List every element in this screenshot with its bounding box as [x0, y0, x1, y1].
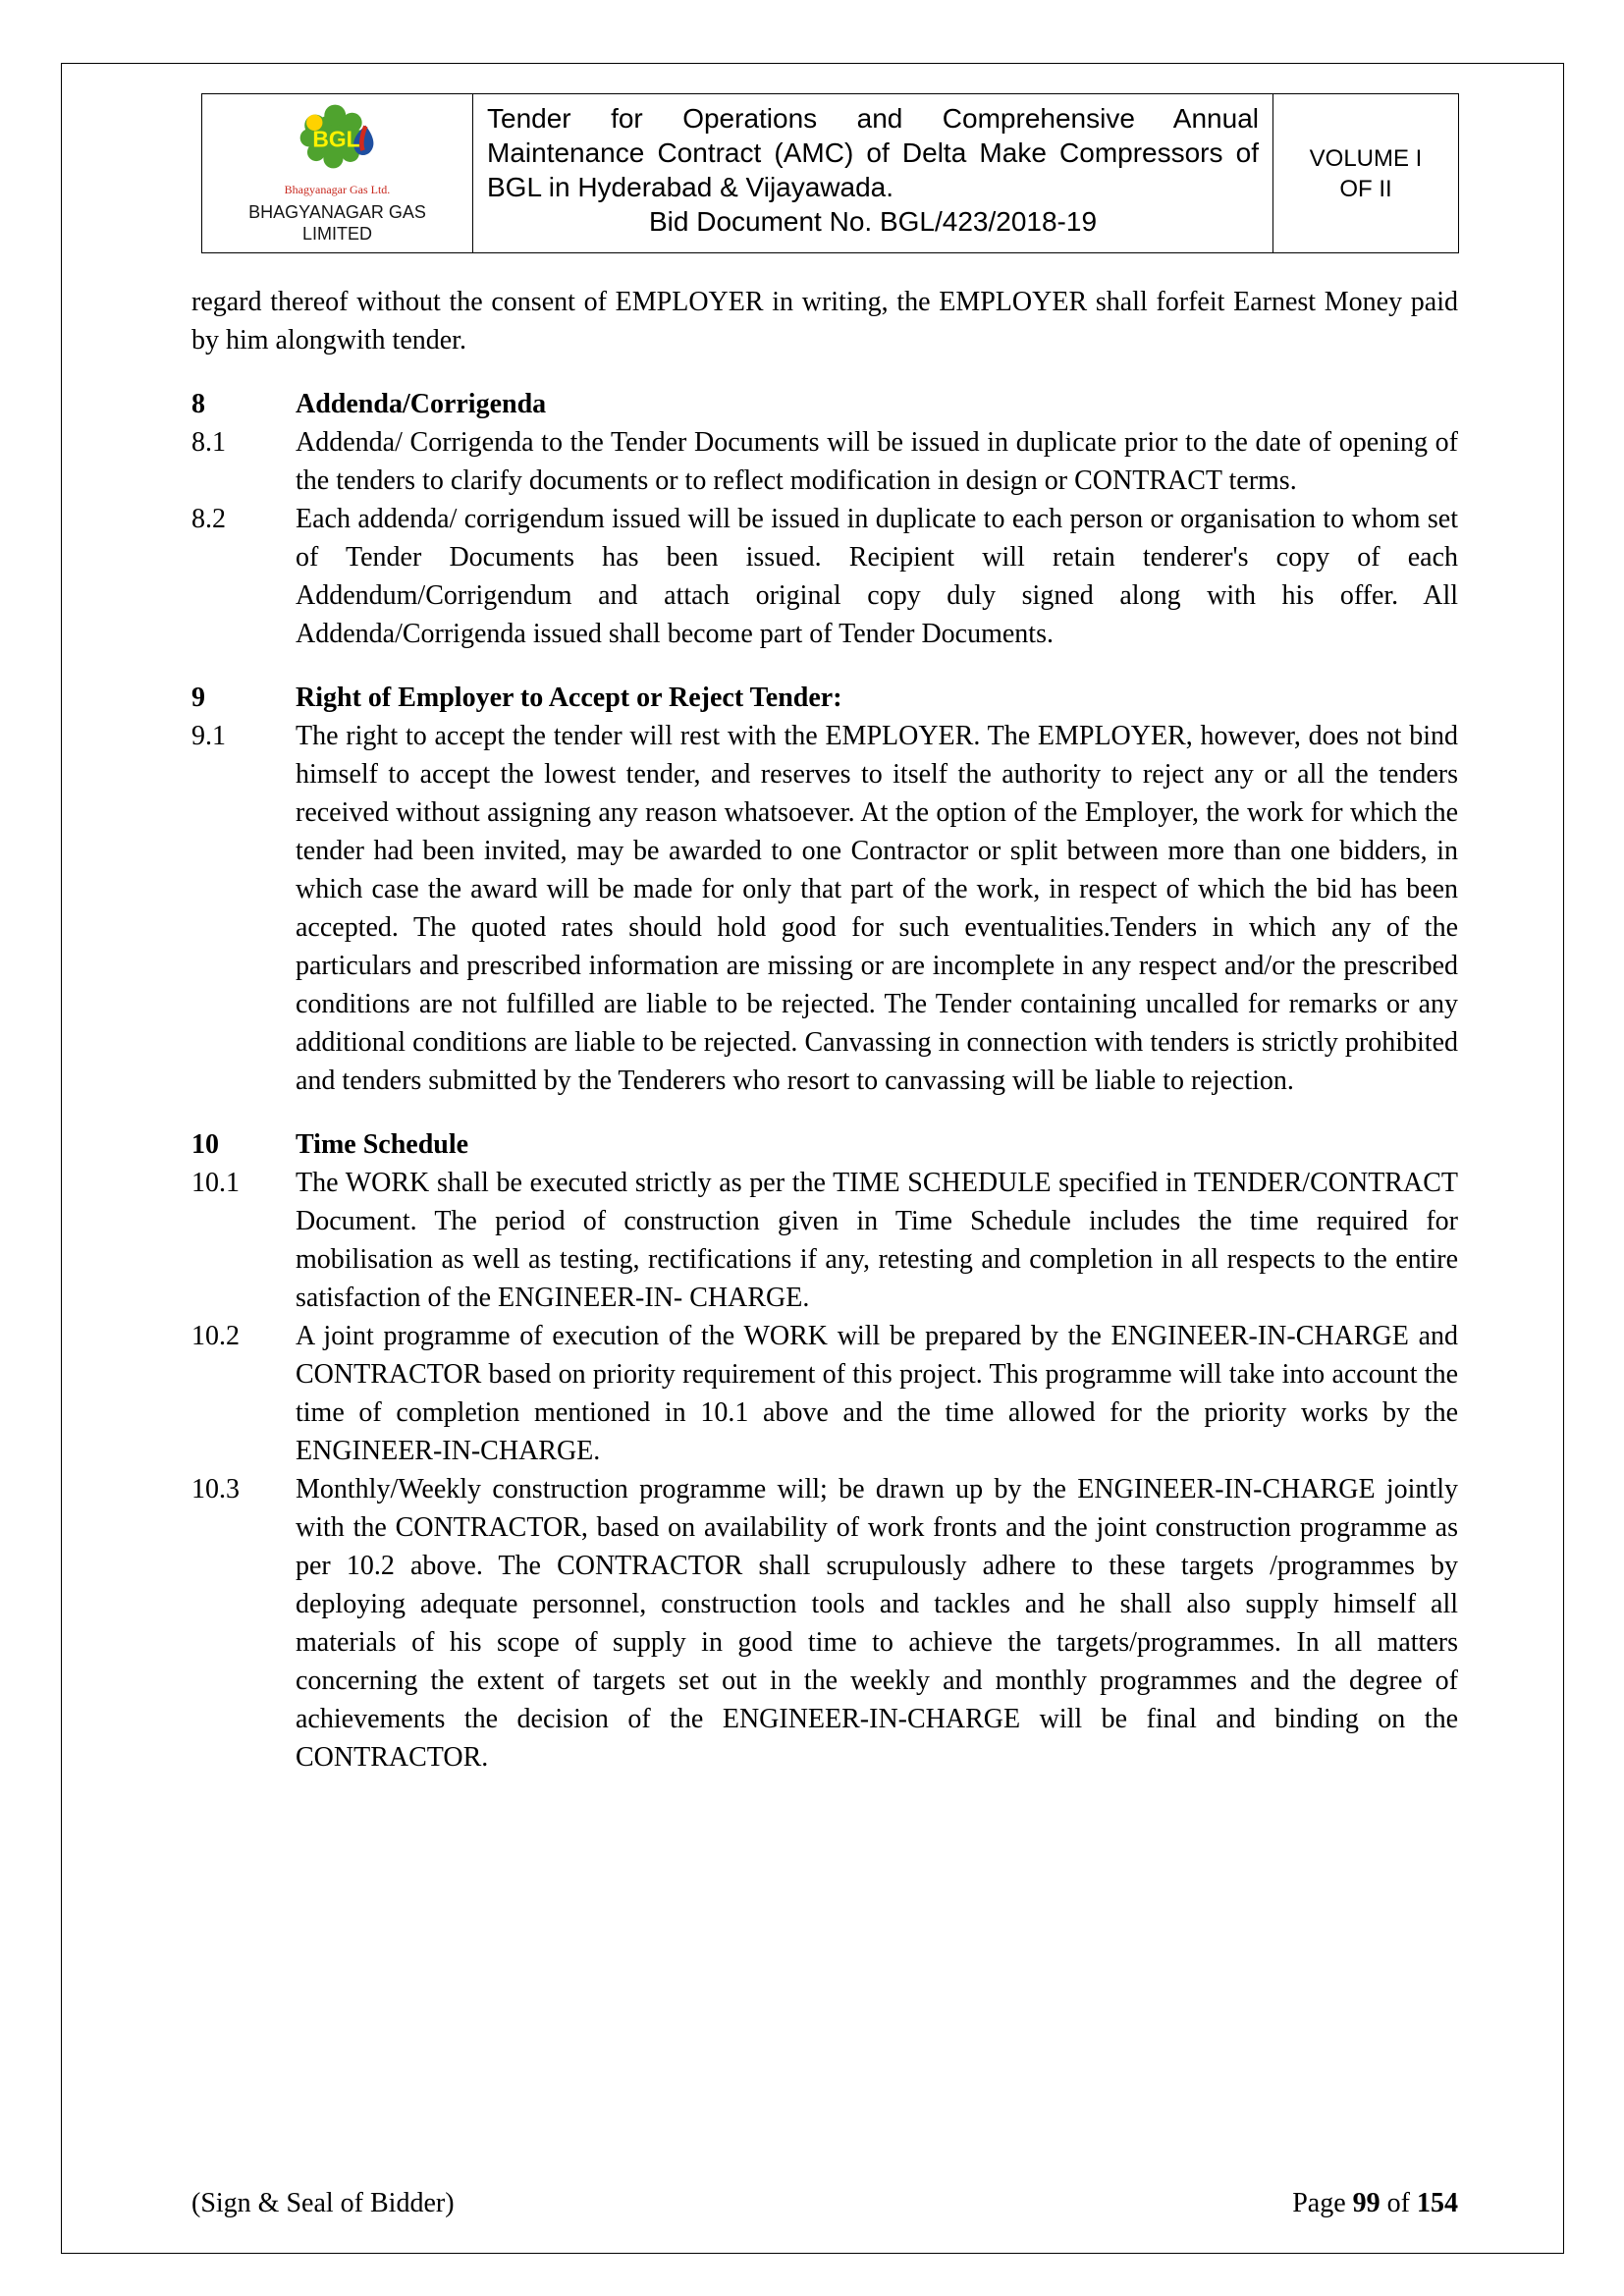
- clause-text: Addenda/ Corrigenda to the Tender Documents will be issued in duplicate prior to the date of opening of the tenders to clarify documents or to reflect modification in design or CONTRACT terms.: [296, 427, 1458, 496]
- title-cell: [473, 94, 1273, 252]
- clause-text: A joint programme of execution of the WORK will be prepared by the ENGINEER-IN-CHARGE and CONTRACTOR based on priority requirement of this project. This programme will take into account the time of completion mentioned in 10.1 above and the time allowed for the priority works by the ENGINEER-IN-CHARGE.: [296, 1321, 1458, 1466]
- section-title: Addenda/Corrigenda: [296, 389, 547, 419]
- volume-line2: OF II: [1339, 175, 1392, 202]
- clause-text: The WORK shall be executed strictly as per the TIME SCHEDULE specified in TENDER/CONTRACT Document. The period of construction given in Time Schedule includes the time required for mobilisation as well as testing, rectifications if any, retesting and completion in all respects to the entire satisfaction of the ENGINEER-IN- CHARGE.: [296, 1168, 1458, 1313]
- logo-abbr-text: BGL: [311, 126, 360, 152]
- clause-10-2: [191, 1317, 1458, 1470]
- section-9: [191, 679, 1458, 1100]
- company-name-line2: LIMITED: [301, 224, 372, 244]
- section-title: Right of Employer to Accept or Reject Tender:: [296, 683, 842, 713]
- clause-10-1: [191, 1164, 1458, 1317]
- section-heading: [191, 385, 1458, 423]
- header-table: [201, 93, 1459, 253]
- clause-10-3: [191, 1470, 1458, 1777]
- section-heading: [191, 1125, 1458, 1164]
- intro-paragraph: regard thereof without the consent of EMPLOYER in writing, the EMPLOYER shall forfeit Earnest Money paid by him alongwith tender.: [191, 287, 1458, 355]
- section-number: 9: [191, 683, 205, 713]
- total-pages: 154: [1417, 2188, 1458, 2218]
- volume-line1: VOLUME I: [1309, 144, 1423, 172]
- sign-seal-note: (Sign & Seal of Bidder): [191, 2188, 455, 2218]
- page-footer: [191, 2184, 1458, 2222]
- section-8: [191, 385, 1458, 653]
- clause-number: 8.1: [191, 427, 226, 458]
- page-number: 99: [1352, 2188, 1380, 2218]
- page-word: Page: [1292, 2188, 1346, 2218]
- bgl-logo-icon: [287, 100, 389, 183]
- clause-number: 10.1: [191, 1168, 240, 1198]
- logo-tagline: Bhagyanagar Gas Ltd.: [284, 183, 391, 196]
- clause-number: 10.3: [191, 1474, 240, 1504]
- clause-text: Monthly/Weekly construction programme will; be drawn up by the ENGINEER-IN-CHARGE jointly with the CONTRACTOR, based on availability of work fronts and the joint construction programme as per 10.2 above. The CONTRACTOR shall scrupulously adhere to these targets /programmes by deploying adequate personnel, construction tools and tackles and he shall also supply himself all materials of his scope of supply in good time to achieve the targets/programmes. In all matters concerning the extent of targets set out in the weekly and monthly programmes and the degree of achievements the decision of the ENGINEER-IN-CHARGE will be final and binding on the CONTRACTOR.: [296, 1474, 1458, 1773]
- clause-text: Each addenda/ corrigendum issued will be issued in duplicate to each person or organisation to whom set of Tender Documents has been issued. Recipient will retain tenderer's copy of each Addendum/Corrigendum and attach original copy duly signed along with his offer. All Addenda/Corrigenda issued shall become part of Tender Documents.: [296, 504, 1458, 649]
- clause-9-1: [191, 717, 1458, 1100]
- section-number: 10: [191, 1129, 219, 1160]
- company-name-line1: BHAGYANAGAR GAS: [248, 202, 426, 222]
- clause-8-2: [191, 500, 1458, 653]
- clause-number: 9.1: [191, 721, 226, 751]
- bid-document-number: Bid Document No. BGL/423/2018-19: [648, 206, 1098, 237]
- clause-number: 10.2: [191, 1321, 240, 1351]
- clause-text: The right to accept the tender will rest with the EMPLOYER. The EMPLOYER, however, does not bind himself to accept the lowest tender, and reserves to itself the authority to reject any or all the tenders received without assigning any reason whatsoever. At the option of the Employer, the work for which the tender had been invited, may be awarded to one Contractor or split between more than one bidders, in which case the award will be made for only that part of the work, in respect of which the bid has been accepted. The quoted rates should hold good for such eventualities.Tenders in which any of the particulars and prescribed information are missing or are incomplete in any respect and/or the prescribed conditions are not fulfilled are liable to be rejected. The Tender containing uncalled for remarks or any additional conditions are liable to be rejected. Canvassing in connection with tenders is strictly prohibited and tenders submitted by the Tenderers who resort to canvassing will be liable to rejection.: [296, 721, 1458, 1096]
- logo-cell: [202, 94, 473, 252]
- clause-number: 8.2: [191, 504, 226, 534]
- of-word: of: [1386, 2188, 1410, 2218]
- clause-8-1: [191, 423, 1458, 500]
- section-number: 8: [191, 389, 205, 419]
- document-body: [191, 283, 1458, 1777]
- section-10: [191, 1125, 1458, 1777]
- section-title: Time Schedule: [296, 1129, 469, 1160]
- volume-cell: [1273, 94, 1458, 252]
- section-heading: [191, 679, 1458, 717]
- page-indicator: [1292, 2184, 1458, 2222]
- document-title: Tender for Operations and Comprehensive Annual Maintenance Contract (AMC) of Delta Make Compressors of BGL in Hyderabad & Vijayawada.: [487, 103, 1259, 202]
- company-name: [248, 201, 426, 245]
